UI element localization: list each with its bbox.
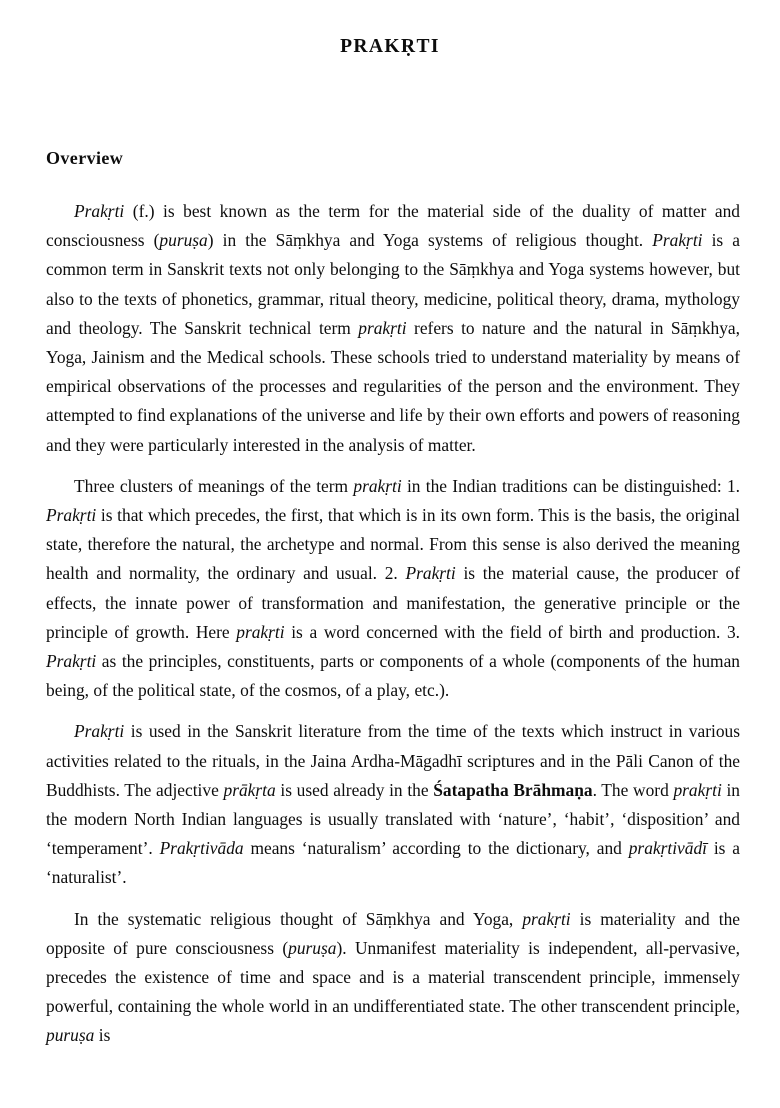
italic-term: Prakṛti xyxy=(405,563,456,584)
italic-term: Prakṛti xyxy=(74,721,125,742)
italic-term: Prakṛti xyxy=(652,230,703,251)
italic-term: prākṛta xyxy=(223,779,276,800)
text-run: is a ‘naturalist’. xyxy=(46,838,741,888)
italic-term: puruṣa xyxy=(46,1025,95,1046)
text-run: is a common term in Sanskrit texts not only belonging to the Sāṃkhya and Yoga systems however, but also to the texts of phonetics, grammar, ritual theory, medicine, political theory, drama, mythology and theology. The Sanskrit technical term xyxy=(46,230,740,338)
text-run: means ‘naturalism’ according to the dictionary, and xyxy=(243,838,629,859)
text-run: In the systematic religious thought of Sāṃkhya and Yoga, xyxy=(74,908,523,929)
paragraph xyxy=(46,717,740,892)
text-run: is used already in the xyxy=(275,779,434,800)
text-run: refers to nature and the natural in Sāṃkhya, Yoga, Jainism and the Medical schools. These schools tried to understand materiality by means of empirical observations of the processes and regularities of the person and the environment. They attempted to find explanations of the universe and life by their own efforts and powers of reasoning and they were particularly interested in the analysis of matter. xyxy=(46,317,740,455)
italic-term: prakṛti xyxy=(522,908,571,929)
italic-term: prakṛtivādī xyxy=(628,838,707,859)
italic-term: puruṣa xyxy=(288,937,337,958)
italic-term: prakṛti xyxy=(358,317,407,338)
italic-term: Prakṛti xyxy=(46,505,97,526)
text-run: ). Unmanifest materiality is independent, all-pervasive, precedes the existence of time and space and is a material transcendent principle, immensely powerful, containing the whole world in an undifferentiated state. The other transcendent principle, xyxy=(46,937,740,1017)
text-run: Three clusters of meanings of the term xyxy=(74,475,354,496)
text-run: is materiality and the opposite of pure consciousness ( xyxy=(46,908,741,958)
italic-term: prakṛti xyxy=(353,475,402,496)
page-title: PRAKṚTI xyxy=(340,36,440,57)
paragraph-list xyxy=(46,197,740,1051)
text-run: ) in the Sāṃkhya and Yoga systems of religious thought. xyxy=(207,230,653,251)
paragraph xyxy=(46,905,740,1051)
text-run: is xyxy=(94,1025,111,1046)
paragraph xyxy=(46,472,740,706)
text-run: (f.) is best known as the term for the material side of the duality of matter and consciousness ( xyxy=(46,201,740,251)
text-run: . The word xyxy=(592,779,674,800)
italic-term: puruṣa xyxy=(159,230,208,251)
text-run: is the material cause, the producer of effects, the innate power of transformation and manifestation, the generative principle or the principle of growth. Here xyxy=(46,563,741,642)
text-run: as the principles, constituents, parts or components of a whole (components of the human being, of the political state, of the cosmos, of a play, etc.). xyxy=(46,651,740,701)
article-body xyxy=(46,148,740,1051)
text-run: is that which precedes, the first, that which is in its own form. This is the basis, the original state, therefore the natural, the archetype and normal. From this sense is also derived the meaning health and normality, the ordinary and usual. 2. xyxy=(46,505,740,584)
italic-term: prakṛti xyxy=(236,621,285,642)
section-heading-overview: Overview xyxy=(46,148,124,168)
text-run: is a word concerned with the field of birth and production. 3. xyxy=(284,621,740,642)
paragraph xyxy=(46,197,740,460)
italic-term: Prakṛti xyxy=(74,201,125,221)
text-run: in the modern North Indian languages is usually translated with ‘nature’, ‘habit’, ‘disposition’ and ‘temperament’. xyxy=(46,779,741,859)
text-run: in the Indian traditions can be distinguished: 1. xyxy=(401,475,740,496)
italic-term: Prakṛti xyxy=(46,651,97,672)
text-run: is used in the Sanskrit literature from the time of the texts which instruct in various activities related to the rituals, in the Jaina Ardha-Māgadhī scriptures and in the Pāli Canon of the Buddhists. The adjective xyxy=(46,721,740,800)
italic-term: Prakṛtivāda xyxy=(159,838,244,859)
italic-term: prakṛti xyxy=(673,779,722,800)
bold-term: Śatapatha Brāhmaṇa xyxy=(433,779,593,800)
